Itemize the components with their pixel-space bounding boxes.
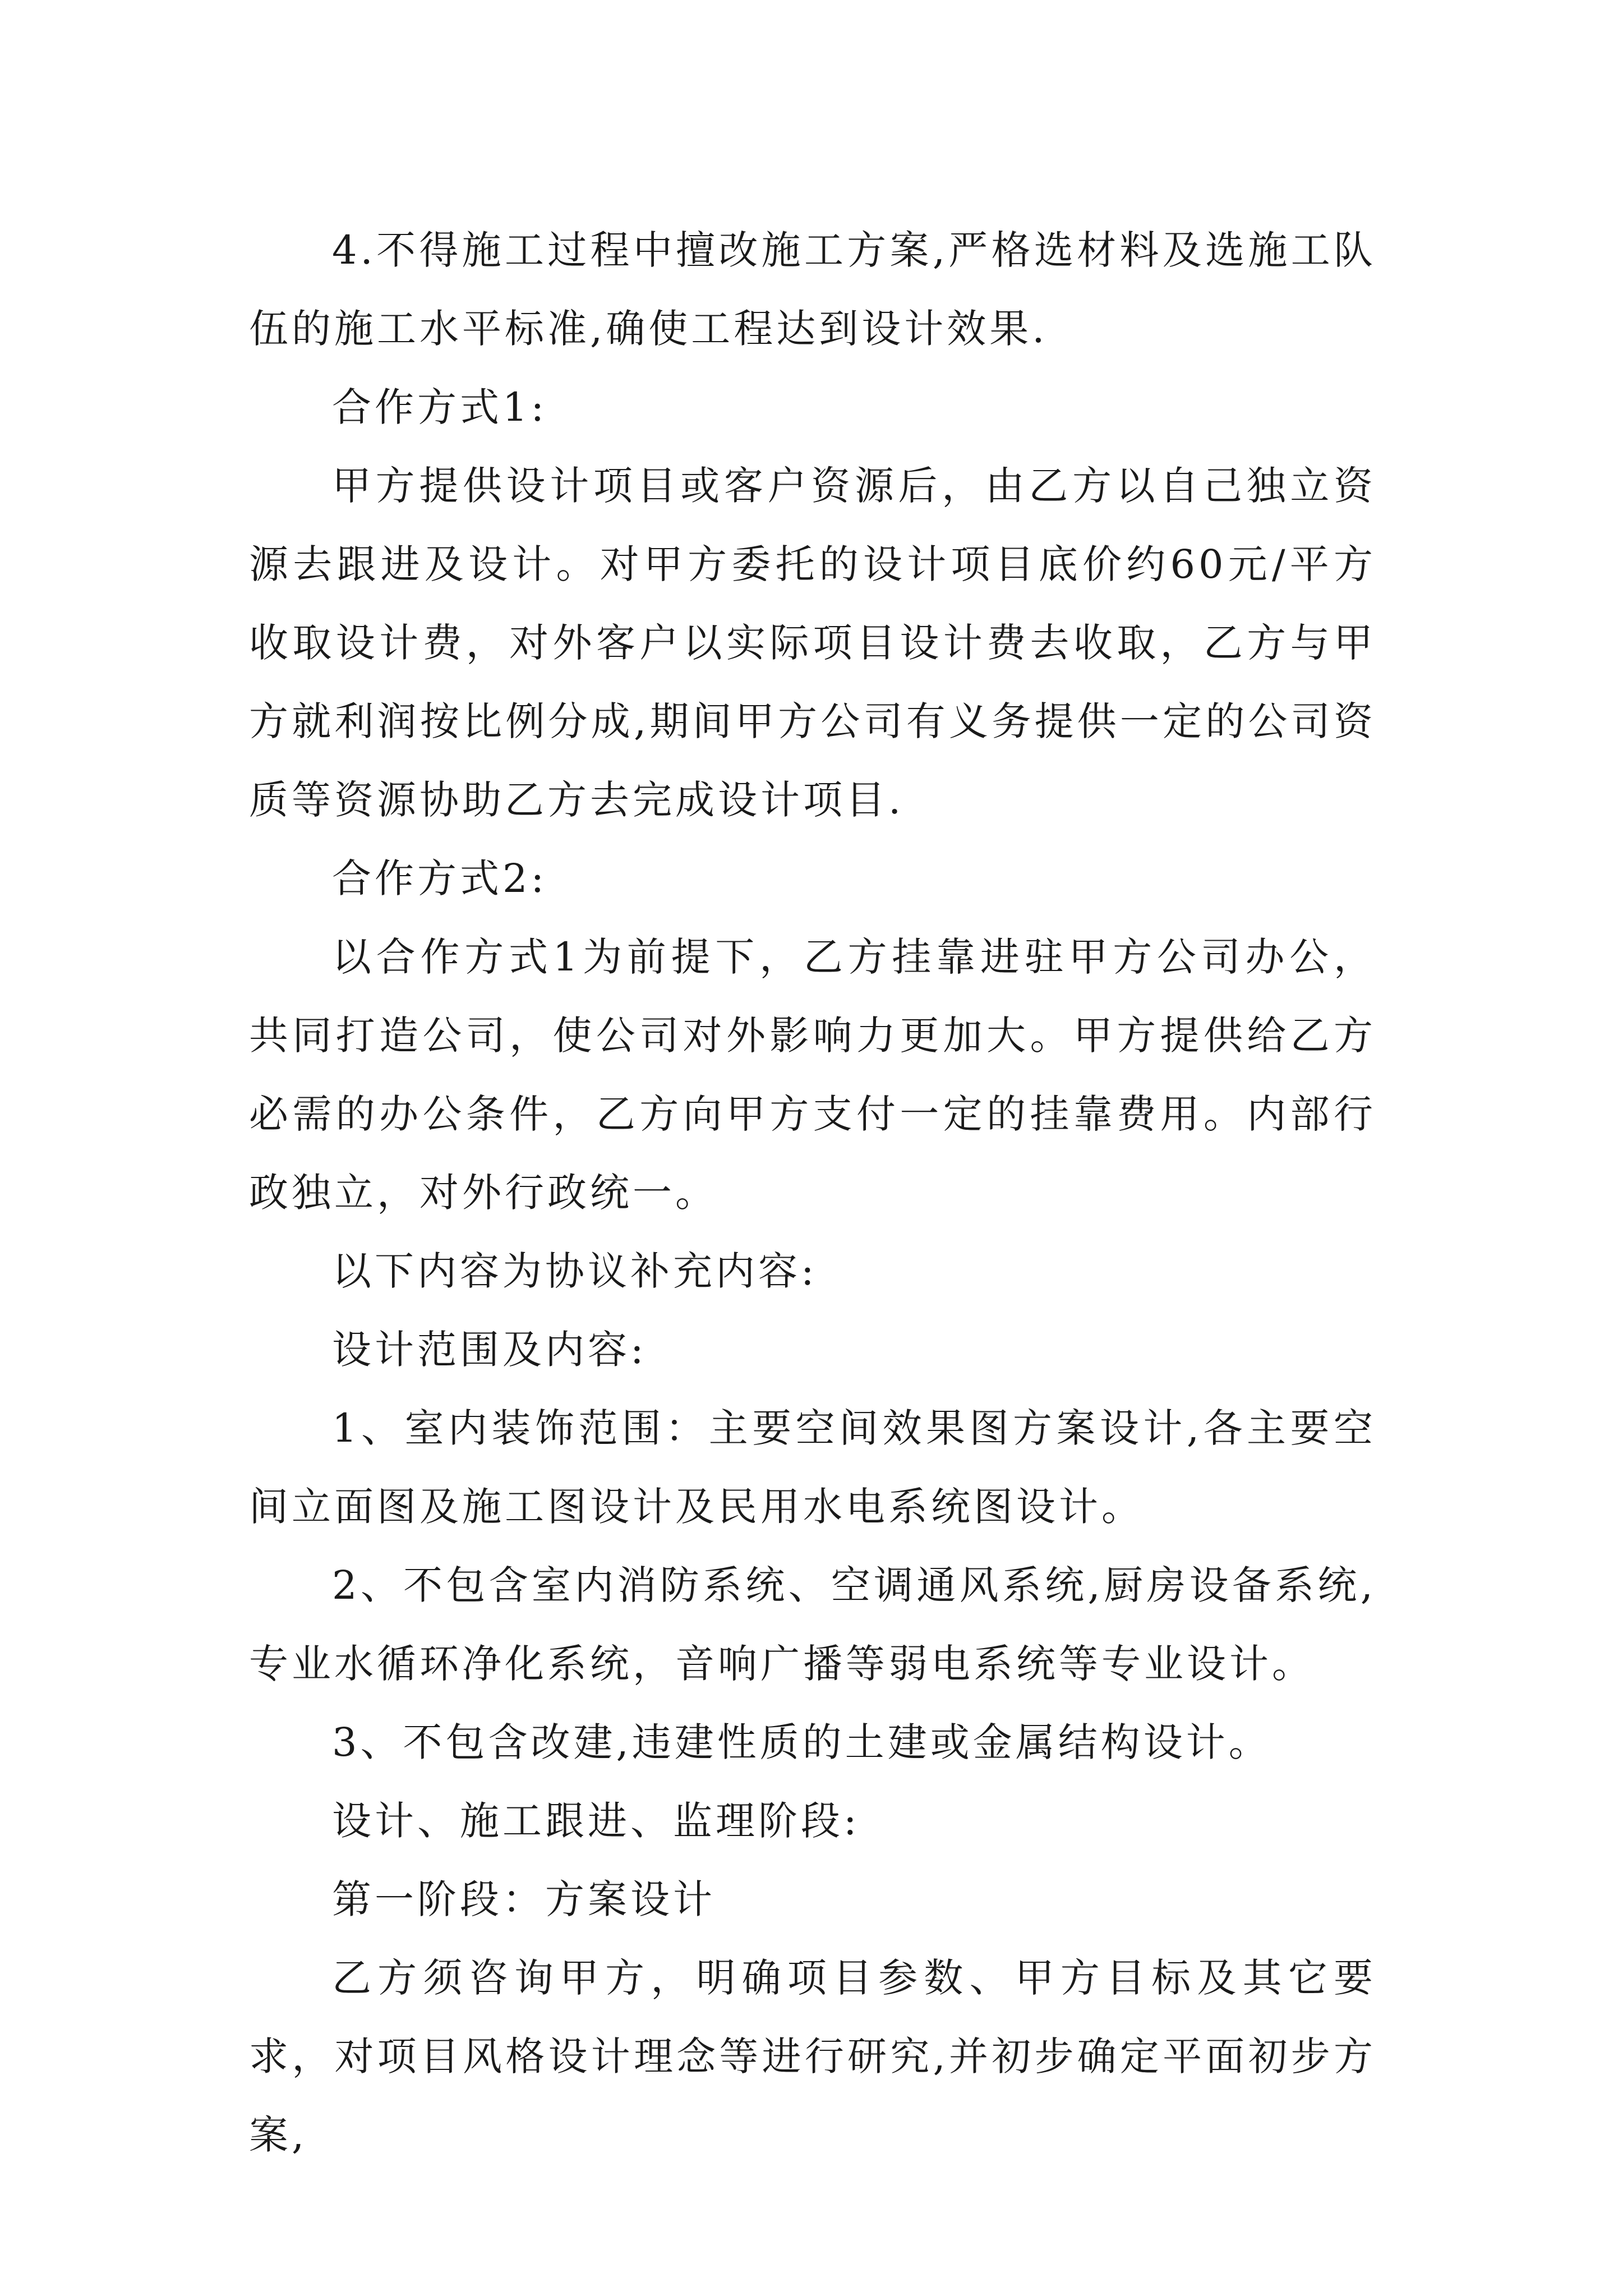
- paragraph-item-4-construction: 4.不得施工过程中擅改施工方案,严格选材料及选施工队伍的施工水平标准,确使工程达到设计效果.: [249, 227, 1376, 352]
- paragraph-scope-item-3: 3、不包含改建,违建性质的土建或金属结构设计。: [332, 1719, 1271, 1765]
- paragraph-cooperation-mode-2-heading: 合作方式2:: [332, 855, 548, 901]
- document-body: [249, 211, 1376, 2174]
- paragraph-cooperation-mode-1-heading: 合作方式1:: [332, 384, 548, 430]
- paragraph-cooperation-mode-2-body: 以合作方式1为前提下，乙方挂靠进驻甲方公司办公，共同打造公司，使公司对外影响力更加大。甲方提供给乙方必需的办公条件，乙方向甲方支付一定的挂靠费用。内部行政独立，对外行政统一。: [249, 934, 1376, 1216]
- paragraph-supplement-intro: 以下内容为协议补充内容:: [332, 1248, 818, 1294]
- paragraph-scope-item-2: 2、不包含室内消防系统、空调通风系统,厨房设备系统,专业水循环净化系统，音响广播等弱电系统等专业设计。: [249, 1562, 1376, 1687]
- paragraph-cooperation-mode-1-body: 甲方提供设计项目或客户资源后，由乙方以自己独立资源去跟进及设计。对甲方委托的设计项目底价约60元/平方收取设计费，对外客户以实际项目设计费去收取，乙方与甲方就利润按比例分成,期间甲方公司有义务提供一定的公司资质等资源协助乙方去完成设计项目.: [249, 463, 1376, 823]
- paragraph-stages-heading: 设计、施工跟进、监理阶段:: [332, 1798, 860, 1844]
- paragraph-design-scope-heading: 设计范围及内容:: [332, 1327, 647, 1373]
- paragraph-scope-item-1: 1、室内装饰范围：主要空间效果图方案设计,各主要空间立面图及施工图设计及民用水电系统图设计。: [249, 1405, 1376, 1530]
- paragraph-stage-1-body: 乙方须咨询甲方，明确项目参数、甲方目标及其它要求，对项目风格设计理念等进行研究,并初步确定平面初步方案,: [249, 1955, 1376, 2158]
- paragraph-stage-1-heading: 第一阶段：方案设计: [332, 1876, 716, 1922]
